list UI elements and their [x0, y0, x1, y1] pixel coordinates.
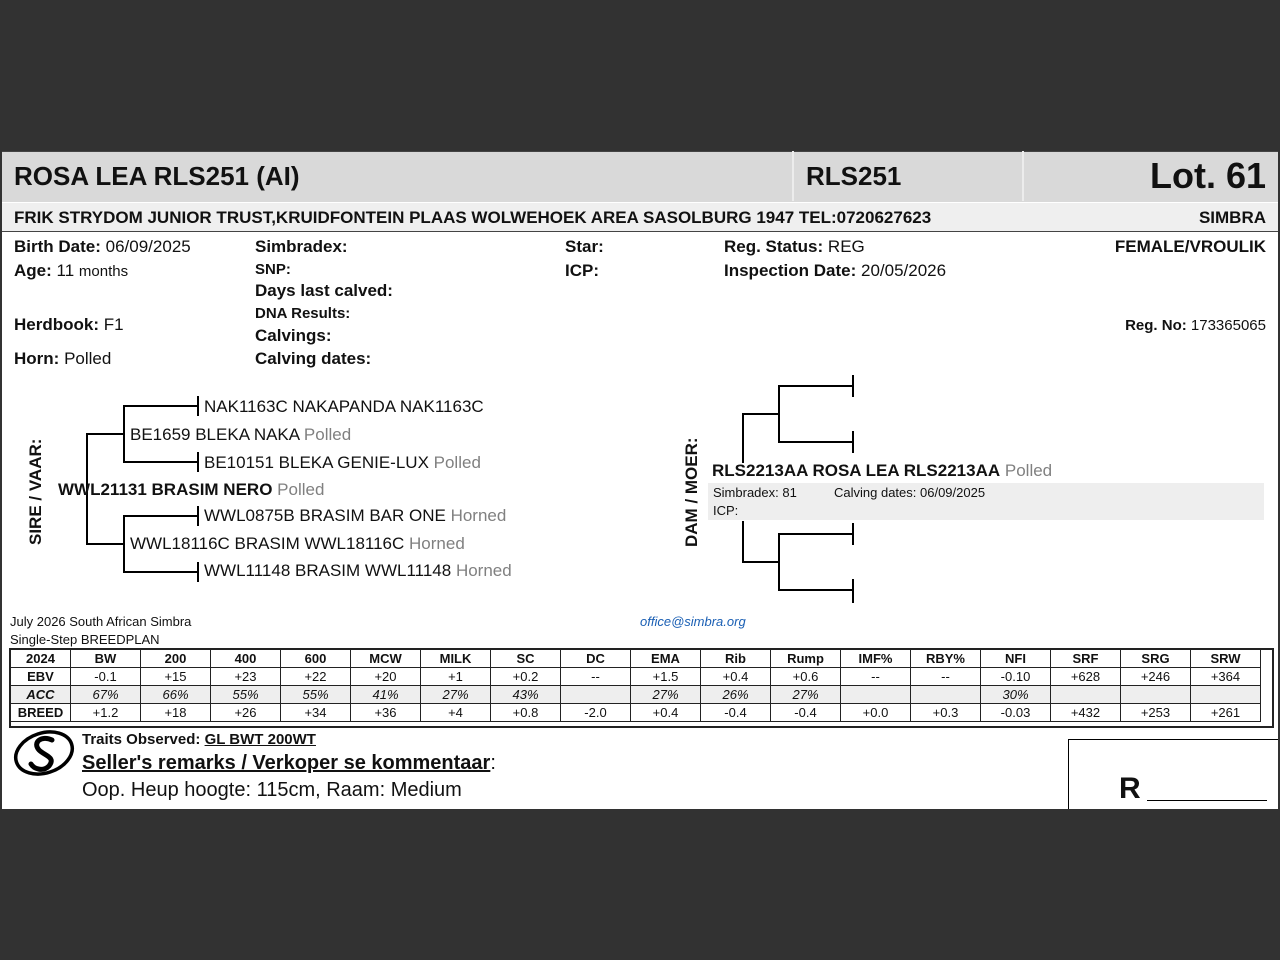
ebv-header-cell: RBY% — [911, 650, 981, 668]
sex: FEMALE/VROULIK — [1114, 237, 1266, 256]
ebv-cell: +0.4 — [701, 668, 771, 686]
ebv-cell: -- — [911, 668, 981, 686]
pedigree-horn: Polled — [1004, 461, 1053, 480]
ebv-cell — [1191, 686, 1261, 704]
dam-side-label: DAM / MOER: — [682, 437, 701, 547]
pedigree-line — [742, 413, 780, 415]
ebv-cell: -0.10 — [981, 668, 1051, 686]
ebv-cell: +0.0 — [841, 704, 911, 722]
ebv-cell: 27% — [771, 686, 841, 704]
ebv-header-cell: MCW — [351, 650, 421, 668]
ebv-header-cell: Rump — [771, 650, 841, 668]
ebv-cell: +1 — [421, 668, 491, 686]
ebv-cell: ACC — [11, 686, 71, 704]
pedigree-name: BE1659 BLEKA NAKA — [130, 425, 300, 444]
ebv-header-cell: SC — [491, 650, 561, 668]
pedigree-line — [197, 506, 199, 526]
ebv-cell: -0.1 — [71, 668, 141, 686]
ebv-row-ebv — [11, 668, 1261, 686]
pedigree-line — [197, 452, 199, 472]
pedigree-name: NAK1163C NAKAPANDA NAK1163C — [204, 397, 484, 416]
animal-reg-code: RLS251 — [806, 161, 902, 191]
inspection-date — [724, 261, 946, 281]
ebv-header-cell: SRF — [1051, 650, 1121, 668]
pedigree-line — [852, 579, 854, 603]
ebv-cell: +261 — [1191, 704, 1261, 722]
pedigree-line — [197, 396, 199, 416]
sire-side-label: SIRE / VAAR: — [26, 438, 45, 545]
ebv-cell: +246 — [1121, 668, 1191, 686]
ebv-cell — [561, 686, 631, 704]
herdbook-label: Herdbook: — [14, 315, 99, 334]
ebv-cell: +0.2 — [491, 668, 561, 686]
office-email-link[interactable]: office@simbra.org — [640, 614, 746, 629]
dam-calving-dates: Calving dates: 06/09/2025 — [834, 485, 986, 500]
calving-dates-label: Calving dates: — [255, 349, 372, 368]
icp-label: ICP: — [565, 261, 599, 280]
owner-info: FRIK STRYDOM JUNIOR TRUST,KRUIDFONTEIN PLAAS WOLWEHOEK AREA SASOLBURG 1947 TEL:0720627623 — [14, 208, 932, 227]
pedigree-line — [852, 431, 854, 453]
birth-date-label: Birth Date: — [14, 237, 101, 256]
ebv-header-cell: 600 — [281, 650, 351, 668]
ebv-cell: 55% — [211, 686, 281, 704]
ebv-cell — [1121, 686, 1191, 704]
sire-sire — [130, 425, 351, 445]
inspection-date-value: 20/05/2026 — [860, 261, 947, 280]
registration-number-label: Reg. No: — [1125, 317, 1187, 334]
dam-icp: ICP: — [713, 503, 739, 518]
ebv-cell: +1.5 — [631, 668, 701, 686]
ebv-cell: 66% — [141, 686, 211, 704]
ebv-header-cell: EMA — [631, 650, 701, 668]
sire-dam — [130, 534, 465, 554]
pedigree-line — [778, 533, 854, 535]
pedigree-name: BE10151 BLEKA GENIE-LUX — [204, 453, 429, 472]
ebv-cell: 27% — [421, 686, 491, 704]
ebv-cell: 41% — [351, 686, 421, 704]
ebv-header-row — [11, 650, 1261, 668]
ebv-cell: EBV — [11, 668, 71, 686]
ebv-cell: +36 — [351, 704, 421, 722]
breed-name: SIMBRA — [1198, 208, 1266, 227]
price-line[interactable] — [1147, 800, 1267, 801]
seller-remarks-label: Seller's remarks / Verkoper se kommentaar — [82, 752, 491, 774]
pedigree-line — [742, 521, 744, 563]
ebv-cell: BREED — [11, 704, 71, 722]
dna-results-label: DNA Results: — [255, 305, 351, 322]
dam-info-panel — [708, 483, 1264, 520]
sire-dam-sire — [204, 506, 506, 526]
ebv-cell: +253 — [1121, 704, 1191, 722]
pedigree-line — [742, 413, 744, 463]
ebv-cell: 55% — [281, 686, 351, 704]
registration-number — [1125, 317, 1266, 334]
ebv-cell: -2.0 — [561, 704, 631, 722]
horn-label: Horn: — [14, 349, 60, 368]
ebv-cell: +0.8 — [491, 704, 561, 722]
ebv-header-cell: SRG — [1121, 650, 1191, 668]
pedigree-name: WWL0875B BRASIM BAR ONE — [204, 506, 446, 525]
ebv-header-cell: 400 — [211, 650, 281, 668]
ebv-cell: +34 — [281, 704, 351, 722]
seller-remarks-text: Oop. Heup hoogte: 115cm, Raam: Medium — [82, 779, 462, 801]
seller-remarks-heading — [82, 752, 496, 775]
herdbook-value: F1 — [103, 315, 124, 334]
ebv-header-cell: SRW — [1191, 650, 1261, 668]
pedigree-line — [852, 375, 854, 397]
age-label: Age: — [14, 261, 52, 280]
ebv-cell: 43% — [491, 686, 561, 704]
ebv-cell — [1051, 686, 1121, 704]
ebv-cell: +4 — [421, 704, 491, 722]
pedigree-line — [123, 515, 125, 573]
ebv-cell: +23 — [211, 668, 281, 686]
pedigree-line — [123, 405, 199, 407]
simbradex-label: Simbradex: — [255, 237, 348, 256]
header-separator — [792, 151, 794, 201]
ebv-header-cell: 2024 — [11, 650, 71, 668]
days-last-calved-label: Days last calved: — [255, 281, 393, 300]
ebv-cell: -0.03 — [981, 704, 1051, 722]
ebv-source-line1: July 2026 South African Simbra — [10, 614, 192, 629]
ebv-cell: +432 — [1051, 704, 1121, 722]
pedigree-name: WWL18116C BRASIM WWL18116C — [130, 534, 405, 553]
pedigree-line — [86, 433, 124, 435]
sire — [58, 480, 324, 500]
ebv-cell: -- — [841, 668, 911, 686]
reg-status-label: Reg. Status: — [724, 237, 824, 256]
ebv-header-cell: MILK — [421, 650, 491, 668]
pedigree-horn: Horned — [409, 534, 465, 553]
pedigree-line — [778, 441, 854, 443]
ebv-cell: +628 — [1051, 668, 1121, 686]
ebv-header-cell: IMF% — [841, 650, 911, 668]
ebv-cell: +0.4 — [631, 704, 701, 722]
sire-dam-dam — [204, 561, 512, 581]
ebv-cell: -- — [561, 668, 631, 686]
ebv-cell: 30% — [981, 686, 1051, 704]
ebv-source-line2: Single-Step BREEDPLAN — [10, 632, 160, 647]
lot-card — [2, 151, 1278, 809]
reg-status-value: REG — [827, 237, 865, 256]
snp-label: SNP: — [255, 261, 291, 278]
age — [14, 261, 128, 281]
ebv-cell: 27% — [631, 686, 701, 704]
pedigree-horn: Polled — [433, 453, 481, 472]
ebv-cell — [911, 686, 981, 704]
ebv-header-cell: Rib — [701, 650, 771, 668]
birth-date-value: 06/09/2025 — [105, 237, 191, 256]
traits-observed-label: Traits Observed: — [82, 731, 201, 748]
reg-status — [724, 237, 865, 257]
star-label: Star: — [565, 237, 604, 256]
pedigree-line — [778, 533, 780, 591]
pedigree-line — [197, 562, 199, 582]
horn-value: Polled — [64, 349, 112, 368]
pedigree-line — [742, 561, 780, 563]
traits-observed — [82, 731, 316, 748]
dam-simbradex: Simbradex: 81 — [713, 485, 797, 500]
ebv-cell: +0.3 — [911, 704, 981, 722]
pedigree-line — [123, 571, 199, 573]
pedigree-line — [778, 385, 854, 387]
simbra-logo-icon — [12, 727, 76, 779]
price-prefix: R — [1119, 772, 1141, 805]
ebv-cell — [841, 686, 911, 704]
pedigree-line — [123, 515, 199, 517]
ebv-header-cell: NFI — [981, 650, 1051, 668]
ebv-cell: +0.6 — [771, 668, 841, 686]
pedigree-line — [86, 543, 124, 545]
age-unit: months — [78, 263, 129, 280]
header-separator — [1022, 151, 1024, 201]
ebv-cell: +15 — [141, 668, 211, 686]
pedigree-horn: Horned — [455, 561, 512, 580]
pedigree-name: WWL11148 BRASIM WWL11148 — [204, 561, 452, 580]
pedigree-line — [778, 589, 854, 591]
ebv-cell: 67% — [71, 686, 141, 704]
ebv-cell: +26 — [211, 704, 281, 722]
pedigree-line — [852, 523, 854, 545]
dam — [712, 461, 1052, 481]
ebv-cell: +18 — [141, 704, 211, 722]
ebv-cell: +364 — [1191, 668, 1261, 686]
price-box — [1068, 739, 1278, 809]
registration-number-value: 173365065 — [1190, 317, 1266, 334]
ebv-cell: -0.4 — [771, 704, 841, 722]
birth-date — [14, 237, 191, 257]
animal-name: ROSA LEA RLS251 (AI) — [14, 161, 300, 191]
ebv-header-cell: 200 — [141, 650, 211, 668]
pedigree-line — [123, 461, 199, 463]
lot-number: Lot. 61 — [1149, 155, 1266, 196]
ebv-cell: 26% — [701, 686, 771, 704]
ebv-header-cell: BW — [71, 650, 141, 668]
traits-observed-value: GL BWT 200WT — [204, 731, 316, 748]
seller-remarks-colon: : — [490, 752, 496, 774]
pedigree-name: RLS2213AA ROSA LEA RLS2213AA — [712, 461, 1001, 480]
calvings-label: Calvings: — [255, 326, 332, 345]
pedigree-horn: Polled — [277, 480, 325, 499]
horn — [14, 349, 111, 369]
ebv-table — [10, 649, 1261, 722]
ebv-row-breed — [11, 704, 1261, 722]
inspection-date-label: Inspection Date: — [724, 261, 857, 280]
ebv-cell: +1.2 — [71, 704, 141, 722]
pedigree-horn: Polled — [303, 425, 352, 444]
ebv-cell: -0.4 — [701, 704, 771, 722]
sire-sire-sire — [204, 397, 484, 417]
herdbook — [14, 315, 124, 335]
ebv-header-cell: DC — [561, 650, 631, 668]
age-value: 11 — [56, 261, 75, 280]
sire-sire-dam — [204, 453, 481, 473]
ebv-row-acc — [11, 686, 1261, 704]
pedigree-name: WWL21131 BRASIM NERO — [58, 480, 273, 499]
pedigree-horn: Horned — [450, 506, 507, 525]
ebv-cell: +22 — [281, 668, 351, 686]
ebv-cell: +20 — [351, 668, 421, 686]
